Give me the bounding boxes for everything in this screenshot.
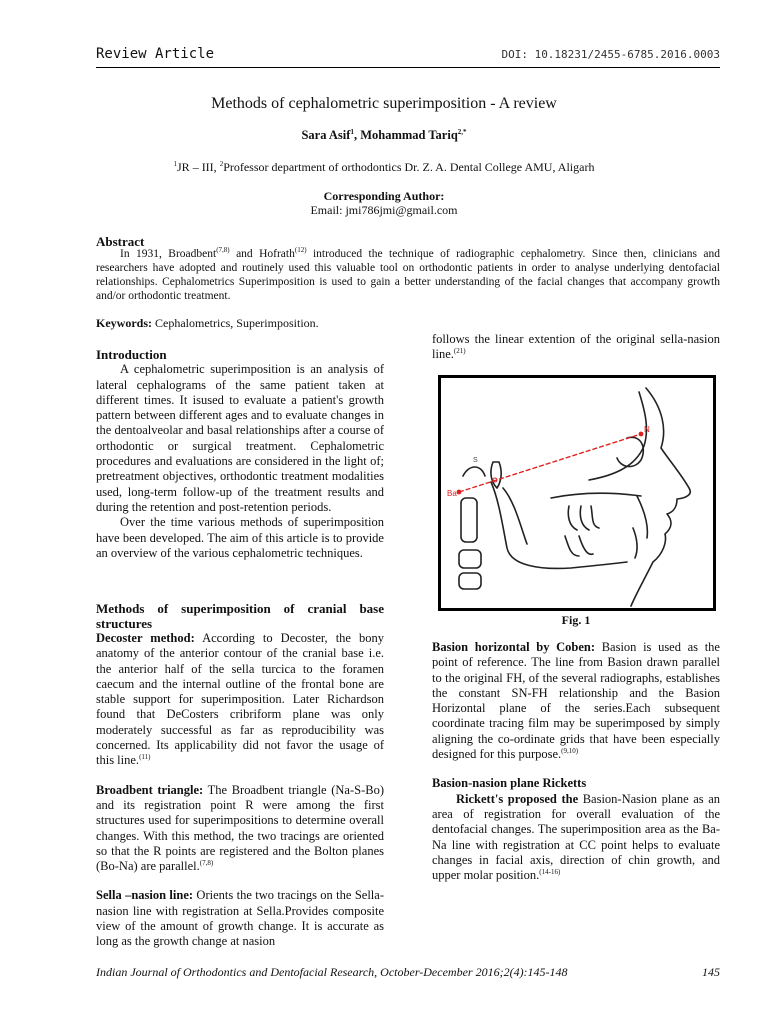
incisor-upper (637, 496, 647, 538)
ramus (491, 482, 627, 568)
sella-text: Orients the two tracings on the Sella-nasion line with registration at Sella.Provides composite view of the amount of growth change. It is accurate as long as the growth change at nasion (96, 888, 384, 949)
page-number: 145 (702, 965, 720, 979)
decoster-paragraph (96, 631, 384, 769)
cranial-heading-text: Methods of superimposition of cranial base structures (96, 601, 384, 631)
sella-nasion-paragraph (96, 888, 384, 949)
abstract-body (96, 247, 720, 303)
author-1: Sara Asif (301, 128, 351, 142)
label-ba: Ba (447, 489, 457, 498)
affil-1-text: JR – III, (177, 160, 220, 174)
author-list (0, 128, 768, 143)
keywords-label: Keywords: (96, 316, 152, 330)
cephalometric-tracing (441, 378, 713, 608)
sella-outline (463, 467, 485, 476)
vertebra-2 (459, 550, 481, 568)
sella-label: Sella –nasion line: (96, 888, 194, 903)
coben-text: Basion is used as the point of reference. The line from Basion drawn parallel to the original FH, of the several radiographs, establishes the constant SN-FH relationship and the Basion Horizontal plane of the series.Each subsequent coordinate tracing film may be superimposed by simply aligning the co-ordinate grids that have been especially designed for this purpose. (432, 640, 720, 762)
abstract-text-3: introduced the technique of radiographic cephalometry. Since then, clinicians and researchers have adopted and routinely used this valuable tool on orthodontic patients in order to analyse underlying dentofacial relationships. Cephalometrics Superimposition is used to gain a better understanding of the facial changes that accompany growth and/or orthodontic treatment. (96, 248, 721, 302)
ricketts-heading: Basion-nasion plane Ricketts (432, 776, 587, 791)
decoster-text: According to Decoster, the bony anatomy of the anterior contour of the cranial base i.e. the anterior half of the sella turcica to the foramen caecum and the internal outline of the frontal bone are stable support for superimposition. Later Richardson found that DeCosters cribriform plane was only moderately successful as far as reproducibility was concerned. Its applicability did not favor the usage of this line. (96, 631, 385, 768)
continued-ref: (21) (453, 347, 466, 356)
ba-n-line (459, 434, 641, 492)
left-column (96, 347, 384, 561)
cranial-heading (96, 601, 384, 631)
corresponding-author-label: Corresponding Author: (323, 189, 445, 203)
affiliation (0, 160, 768, 175)
broadbent-label: Broadbent triangle: (96, 782, 204, 797)
intro-paragraph-2: Over the time various methods of superimposition have been developed. The aim of this article is to provide an overview of the various cephalometric techniques. (96, 515, 384, 560)
vertebra-3 (459, 573, 481, 589)
abstract-ref-2: (12) (294, 246, 307, 254)
abstract-heading: Abstract (96, 234, 145, 249)
coben-ref: (9,10) (561, 747, 579, 756)
author-2-affil: 2,* (457, 128, 467, 136)
continued-text: follows the linear extention of the original sella-nasion line. (432, 332, 720, 362)
keywords-text: Cephalometrics, Superimposition. (152, 316, 319, 330)
figure-1 (438, 375, 716, 611)
decoster-ref: (11) (139, 753, 151, 762)
basion-point (457, 490, 462, 495)
author-1-affil: 1 (350, 128, 354, 136)
ricketts-ref: (14-16) (539, 868, 561, 877)
palate (551, 493, 641, 498)
incisor-lower (633, 528, 637, 558)
continued-paragraph (432, 332, 720, 363)
nasion-point (639, 432, 644, 437)
intro-heading: Introduction (96, 347, 167, 362)
abstract-text-2: and Hofrath (229, 248, 295, 260)
author-separator: , (353, 128, 361, 142)
intro-paragraph-1: A cephalometric superimposition is an analysis of lateral cephalograms of the same patient taken at different times. It isused to evaluate a patient's growth pattern between different ages and to evaluate changes in the dentoalveolar and basal relationships after a course of orthodontic or surgical treatment. Cephalometric procedures and evaluations are considered in the light of; pretreatment objectives, orthodontic treatment modalities used, long-term follow-up of the treatment results and during the retention and post-retention periods. (96, 362, 384, 514)
corresponding-email[interactable]: Email: jmi786jmi@gmail.com (310, 203, 458, 217)
cranial-section (96, 601, 384, 950)
coben-label: Basion horizontal by Coben: (432, 640, 596, 654)
label-s: S (473, 457, 478, 464)
decoster-label: Decoster method: (96, 631, 195, 645)
journal-citation: Indian Journal of Orthodontics and Dentofacial Research, October-December 2016;2(4):145-148 (96, 965, 568, 979)
author-2: Mohammad Tariq (360, 128, 458, 142)
skull-outline (589, 392, 646, 480)
affil-2-marker: 2 (219, 160, 224, 168)
label-n: N (644, 425, 650, 434)
soft-tissue-profile (631, 388, 690, 606)
broadbent-paragraph (96, 783, 384, 875)
ricketts-lead: Rickett's proposed the (456, 791, 579, 806)
vertebra-1 (461, 498, 477, 542)
affil-2-text: Professor department of orthodontics Dr. Z. A. Dental College AMU, Aligarh (223, 160, 595, 174)
molar-upper (568, 506, 599, 530)
broadbent-ref: (7,8) (199, 859, 214, 868)
abstract-text-1: In 1931, Broadbent (120, 248, 217, 260)
orbit-outline (617, 437, 643, 466)
figure-caption: Fig. 1 (561, 613, 591, 627)
article-type: Review Article (96, 46, 215, 62)
article-title: Methods of cephalometric superimposition - A review (211, 95, 557, 112)
abstract-ref-1: (7,8) (216, 246, 230, 254)
molar-lower (565, 536, 593, 556)
keywords (96, 316, 319, 331)
ricketts-paragraph (432, 792, 720, 884)
broadbent-text: The Broadbent triangle (Na-S-Bo) and its registration point R were among the first structures used for superimpositions to determine overall changes. With this method, the two tracings are oriented so that the R points are registered and the Bolton planes (Bo-Na) are parallel. (96, 782, 384, 874)
right-column-bottom (432, 640, 720, 883)
affil-1-marker: 1 (173, 160, 178, 168)
right-column-top (432, 332, 720, 363)
coben-paragraph (432, 640, 720, 762)
ricketts-text: Basion-Nasion plane as an area of registration for overall evaluation of the dentofacial changes. The superimposition area as the Ba-Na line with registration at CC point helps to evaluate changes in facial axis, direction of chin growth, and upper molar position. (432, 791, 721, 883)
doi[interactable]: DOI: 10.18231/2455-6785.2016.0003 (501, 48, 720, 61)
header-divider (96, 67, 720, 68)
mandible-body (503, 488, 527, 544)
